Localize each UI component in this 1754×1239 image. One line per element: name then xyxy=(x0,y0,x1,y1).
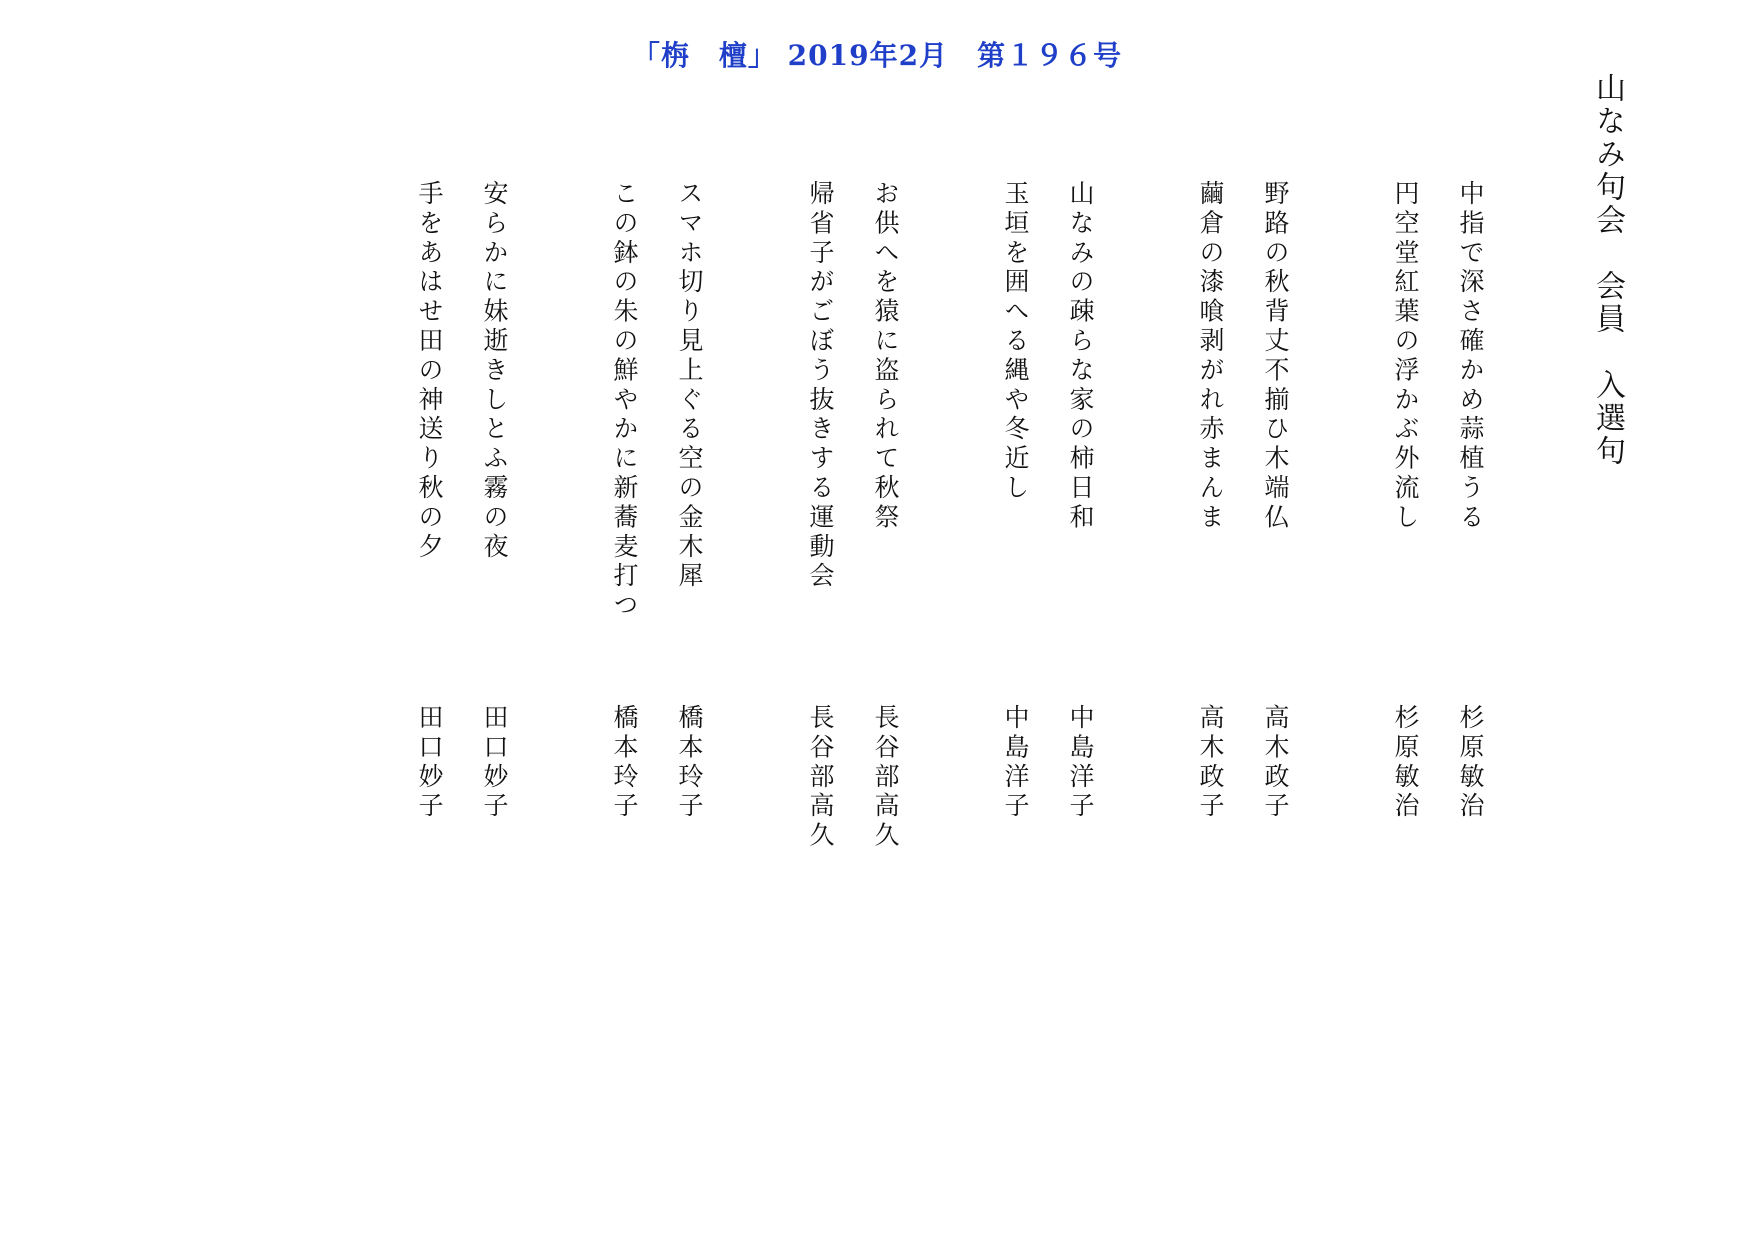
haiku-line: 安らかに妹逝きしとふ霧の夜 xyxy=(480,180,509,563)
haiku-line: この鉢の朱の鮮やかに新蕎麦打つ xyxy=(610,180,639,621)
haiku-line: 繭倉の漆喰剥がれ赤まんま xyxy=(1196,180,1225,533)
author-name: 杉原敏治 xyxy=(1456,704,1485,822)
author-name: 田口妙子 xyxy=(480,704,509,822)
author-name: 田口妙子 xyxy=(415,704,444,822)
author-name: 橋本玲子 xyxy=(610,704,639,822)
page-header xyxy=(0,34,1754,74)
haiku-line: 帰省子がごぼう抜きする運動会 xyxy=(806,180,835,592)
haiku-line: 野路の秋背丈不揃ひ木端仏 xyxy=(1261,180,1290,533)
section-title: 山なみ句会 会員 入選句 xyxy=(1590,72,1625,468)
author-name: 中島洋子 xyxy=(1066,704,1095,822)
author-name: 長谷部高久 xyxy=(871,704,900,851)
author-name: 橋本玲子 xyxy=(675,704,704,822)
haiku-line: 玉垣を囲へる縄や冬近し xyxy=(1001,180,1030,504)
author-name: 長谷部高久 xyxy=(806,704,835,851)
haiku-line: スマホ切り見上ぐる空の金木犀 xyxy=(675,180,704,592)
author-name: 高木政子 xyxy=(1196,704,1225,822)
haiku-line: 山なみの疎らな家の柿日和 xyxy=(1066,180,1095,533)
newsletter-title: 「栴 檀」 2019年2月 第１９６号 xyxy=(631,39,1123,72)
haiku-line: お供へを猿に盗られて秋祭 xyxy=(871,180,900,533)
haiku-line: 中指で深さ確かめ蒜植うる xyxy=(1456,180,1485,533)
author-name: 杉原敏治 xyxy=(1391,704,1420,822)
haiku-line: 手をあはせ田の神送り秋の夕 xyxy=(415,180,444,563)
author-name: 高木政子 xyxy=(1261,704,1290,822)
author-name: 中島洋子 xyxy=(1001,704,1030,822)
haiku-line: 円空堂紅葉の浮かぶ外流し xyxy=(1391,180,1420,533)
